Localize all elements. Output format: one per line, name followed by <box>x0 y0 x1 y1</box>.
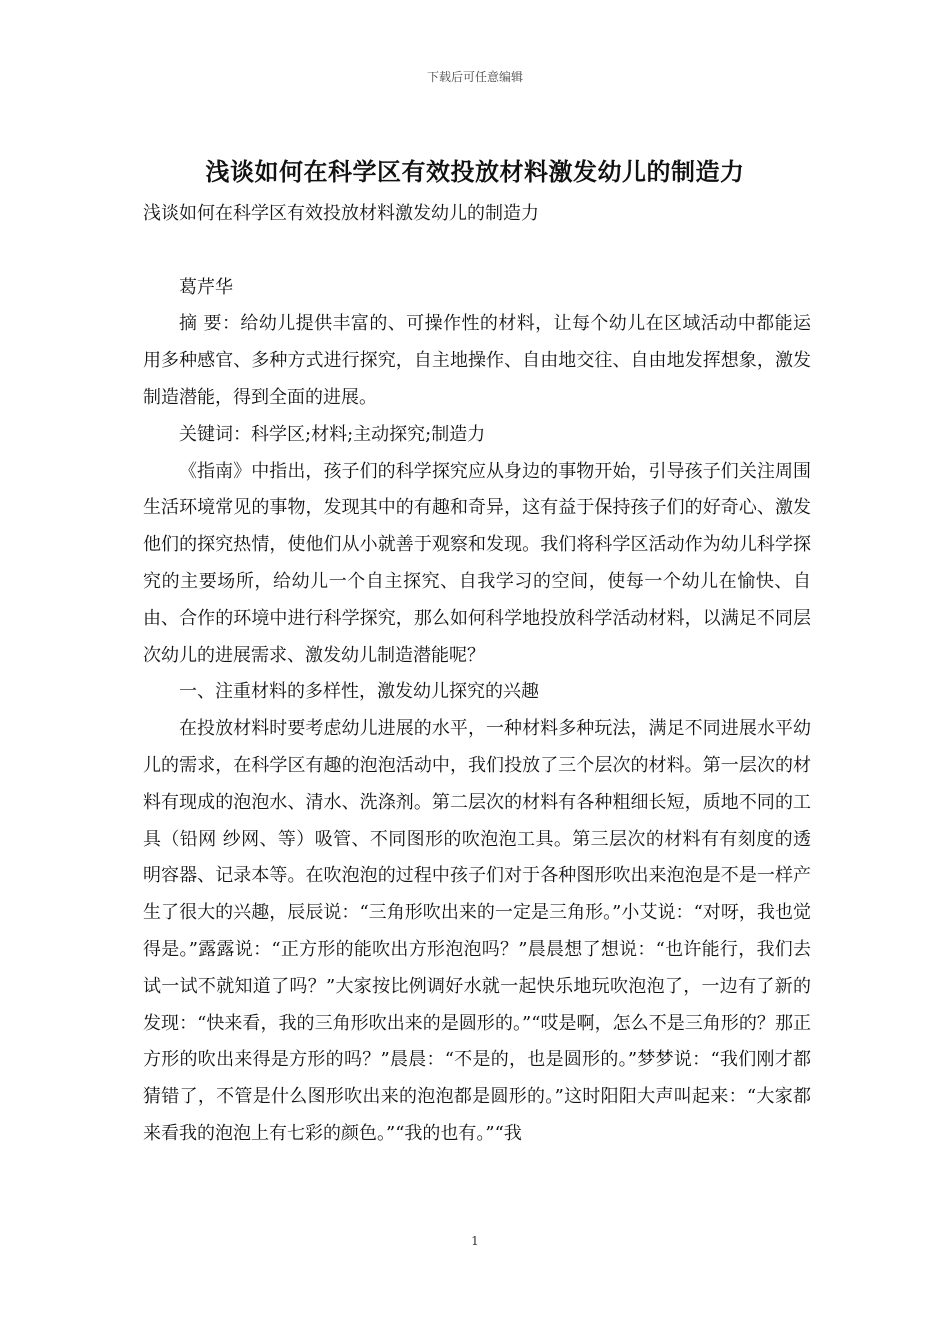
keywords-line: 关键词：科学区;材料;主动探究;制造力 <box>179 423 486 445</box>
abstract-paragraph: 摘 要：给幼儿提供丰富的、可操作性的材料，让每个幼儿在区域活动中都能运用多种感官、多种方式进行探究，自主地操作、自由地交往、自由地发挥想象，激发制造潜能，得到全面的进展。 <box>143 313 811 408</box>
page-header: 下载后可任意编辑 <box>426 70 523 84</box>
body-paragraph: 在投放材料时要考虑幼儿进展的水平，一种材料多种玩法，满足不同进展水平幼儿的需求，在科学区有趣的泡泡活动中，我们投放了三个层次的材料。第一层次的材料有现成的泡泡水、清水、洗涤剂。第二层次的材料有各种粗细长短，质地不同的工具（铅网 纱网、等）吸管、不同图形的吹泡泡工具。第三层次的材料有有刻度的透明容器、记录本等。在吹泡泡的过程中孩子们对于各种图形吹出来泡泡是不是一样产生了很大的兴趣，辰辰说：“三角形吹出来的一定是三角形。”小艾说：“对呀，我也觉得是。”露露说：“正方形的能吹出方形泡泡吗？”晨晨想了想说：“也许能行，我们去试一试不就知道了吗？”大家按比例调好水就一起快乐地玩吹泡泡了，一边有了新的发现：“快来看，我的三角形吹出来的是圆形的。”“哎是啊，怎么不是三角形的？那正方形的吹出来得是方形的吗？”晨晨：“不是的，也是圆形的。”梦梦说：“我们刚才都猜错了，不管是什么图形吹出来的泡泡都是圆形的。”这时阳阳大声叫起来：“大家都来看我的泡泡上有七彩的颜色。”“我的也有。”“我 <box>143 718 811 1144</box>
document-body <box>143 196 811 1153</box>
section-heading: 一、注重材料的多样性，激发幼儿探究的兴趣 <box>179 681 539 703</box>
body-paragraph: 《指南》中指出，孩子们的科学探究应从身边的事物开始，引导孩子们关注周围生活环境常见的事物，发现其中的有趣和奇异，这有益于保持孩子们的好奇心、激发他们的探究热情，使他们从小就善于观察和发现。我们将科学区活动作为幼儿科学探究的主要场所，给幼儿一个自主探究、自我学习的空间，使每一个幼儿在愉快、自由、合作的环境中进行科学探究，那么如何科学地投放科学活动材料，以满足不同层次幼儿的进展需求、激发幼儿制造潜能呢？ <box>143 460 811 666</box>
document-subtitle: 浅谈如何在科学区有效投放材料激发幼儿的制造力 <box>143 203 539 224</box>
document-title: 浅谈如何在科学区有效投放材料激发幼儿的制造力 <box>205 157 745 186</box>
page-number: 1 <box>471 1234 479 1248</box>
author-name: 葛芹华 <box>179 276 233 298</box>
